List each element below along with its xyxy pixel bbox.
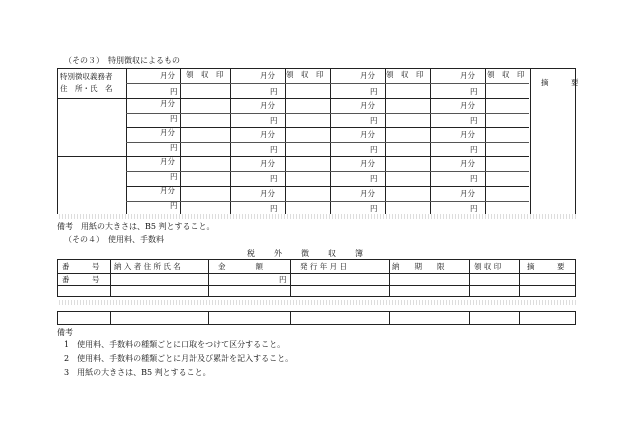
month-label: 月分 xyxy=(260,159,275,168)
yen-label: 円 xyxy=(470,174,478,183)
yen-label: 円 xyxy=(270,87,278,96)
month-label: 月分 xyxy=(460,189,475,198)
yen-label: 円 xyxy=(470,87,478,96)
section3-heading: （その３） 特別徴収によるもの xyxy=(64,56,180,65)
section4-heading: （その４） 使用料、手数料 xyxy=(64,235,164,244)
month-label: 月分 xyxy=(360,71,375,80)
month-label: 月分 xyxy=(460,130,475,139)
yen-label: 円 xyxy=(370,87,378,96)
yen-label: 円 xyxy=(370,145,378,154)
summary-header: 摘 要 xyxy=(541,78,579,87)
yen-label: 円 xyxy=(270,116,278,125)
month-label: 月分 xyxy=(360,101,375,110)
note-item-3: 3 用紙の大きさは、B5 判とすること。 xyxy=(64,368,211,377)
yen-label: 円 xyxy=(370,116,378,125)
row-number-label: 番 号 xyxy=(62,275,100,284)
yen-label: 円 xyxy=(470,145,478,154)
yen-label: 円 xyxy=(270,145,278,154)
payer-header-line2: 住 所・氏 名 xyxy=(60,84,113,93)
payer-header-line1: 特別徴収義務者 xyxy=(60,72,113,81)
torn-edge xyxy=(57,214,576,219)
yen-label: 円 xyxy=(470,116,478,125)
notes-title: 備考 xyxy=(57,328,73,337)
yen-label: 円 xyxy=(370,204,378,213)
col-payer-name: 納 入 者 住 所 氏 名 xyxy=(114,262,181,271)
month-label: 月分 xyxy=(160,71,175,80)
month-label: 月分 xyxy=(260,189,275,198)
table-title: 税 外 徴 収 簿 xyxy=(247,249,364,258)
month-label: 月分 xyxy=(460,71,475,80)
month-label: 月分 xyxy=(460,159,475,168)
col-due-date: 納 期 限 xyxy=(392,262,445,271)
section3-note: 備考 用紙の大きさは、B5 判とすること。 xyxy=(57,222,215,231)
yen-label: 円 xyxy=(170,201,178,210)
month-label: 月分 xyxy=(160,99,175,108)
month-label: 月分 xyxy=(360,130,375,139)
table-continuation xyxy=(57,311,576,325)
month-label: 月分 xyxy=(160,186,175,195)
col-amount: 金 額 xyxy=(218,262,263,271)
note-item-2: 2 使用料、手数料の種類ごとに月計及び累計を記入すること。 xyxy=(64,354,294,363)
receipt-header-2: 領 収 印 xyxy=(286,70,324,79)
yen-label: 円 xyxy=(170,87,178,96)
receipt-header-4: 領 収 印 xyxy=(487,70,525,79)
month-label: 月分 xyxy=(160,157,175,166)
torn-edge xyxy=(57,300,576,305)
month-label: 月分 xyxy=(360,189,375,198)
month-label: 月分 xyxy=(260,101,275,110)
receipt-header-1: 領 収 印 xyxy=(186,70,224,79)
yen-label: 円 xyxy=(370,174,378,183)
yen-label: 円 xyxy=(170,143,178,152)
month-label: 月分 xyxy=(260,71,275,80)
col-number: 番 号 xyxy=(62,262,100,271)
note-item-1: 1 使用料、手数料の種類ごとに口取をつけて区分すること。 xyxy=(64,340,286,349)
month-label: 月分 xyxy=(260,130,275,139)
special-collection-table xyxy=(57,68,576,216)
yen-label: 円 xyxy=(270,204,278,213)
yen-label: 円 xyxy=(470,204,478,213)
col-summary: 摘 要 xyxy=(527,262,565,271)
yen-label: 円 xyxy=(270,174,278,183)
col-receipt: 領 収 印 xyxy=(474,262,502,271)
month-label: 月分 xyxy=(160,128,175,137)
month-label: 月分 xyxy=(360,159,375,168)
yen-label: 円 xyxy=(279,275,287,284)
month-label: 月分 xyxy=(460,101,475,110)
yen-label: 円 xyxy=(170,172,178,181)
col-issue-date: 発 行 年 月 日 xyxy=(300,262,348,271)
yen-label: 円 xyxy=(170,114,178,123)
receipt-header-3: 領 収 印 xyxy=(386,70,424,79)
